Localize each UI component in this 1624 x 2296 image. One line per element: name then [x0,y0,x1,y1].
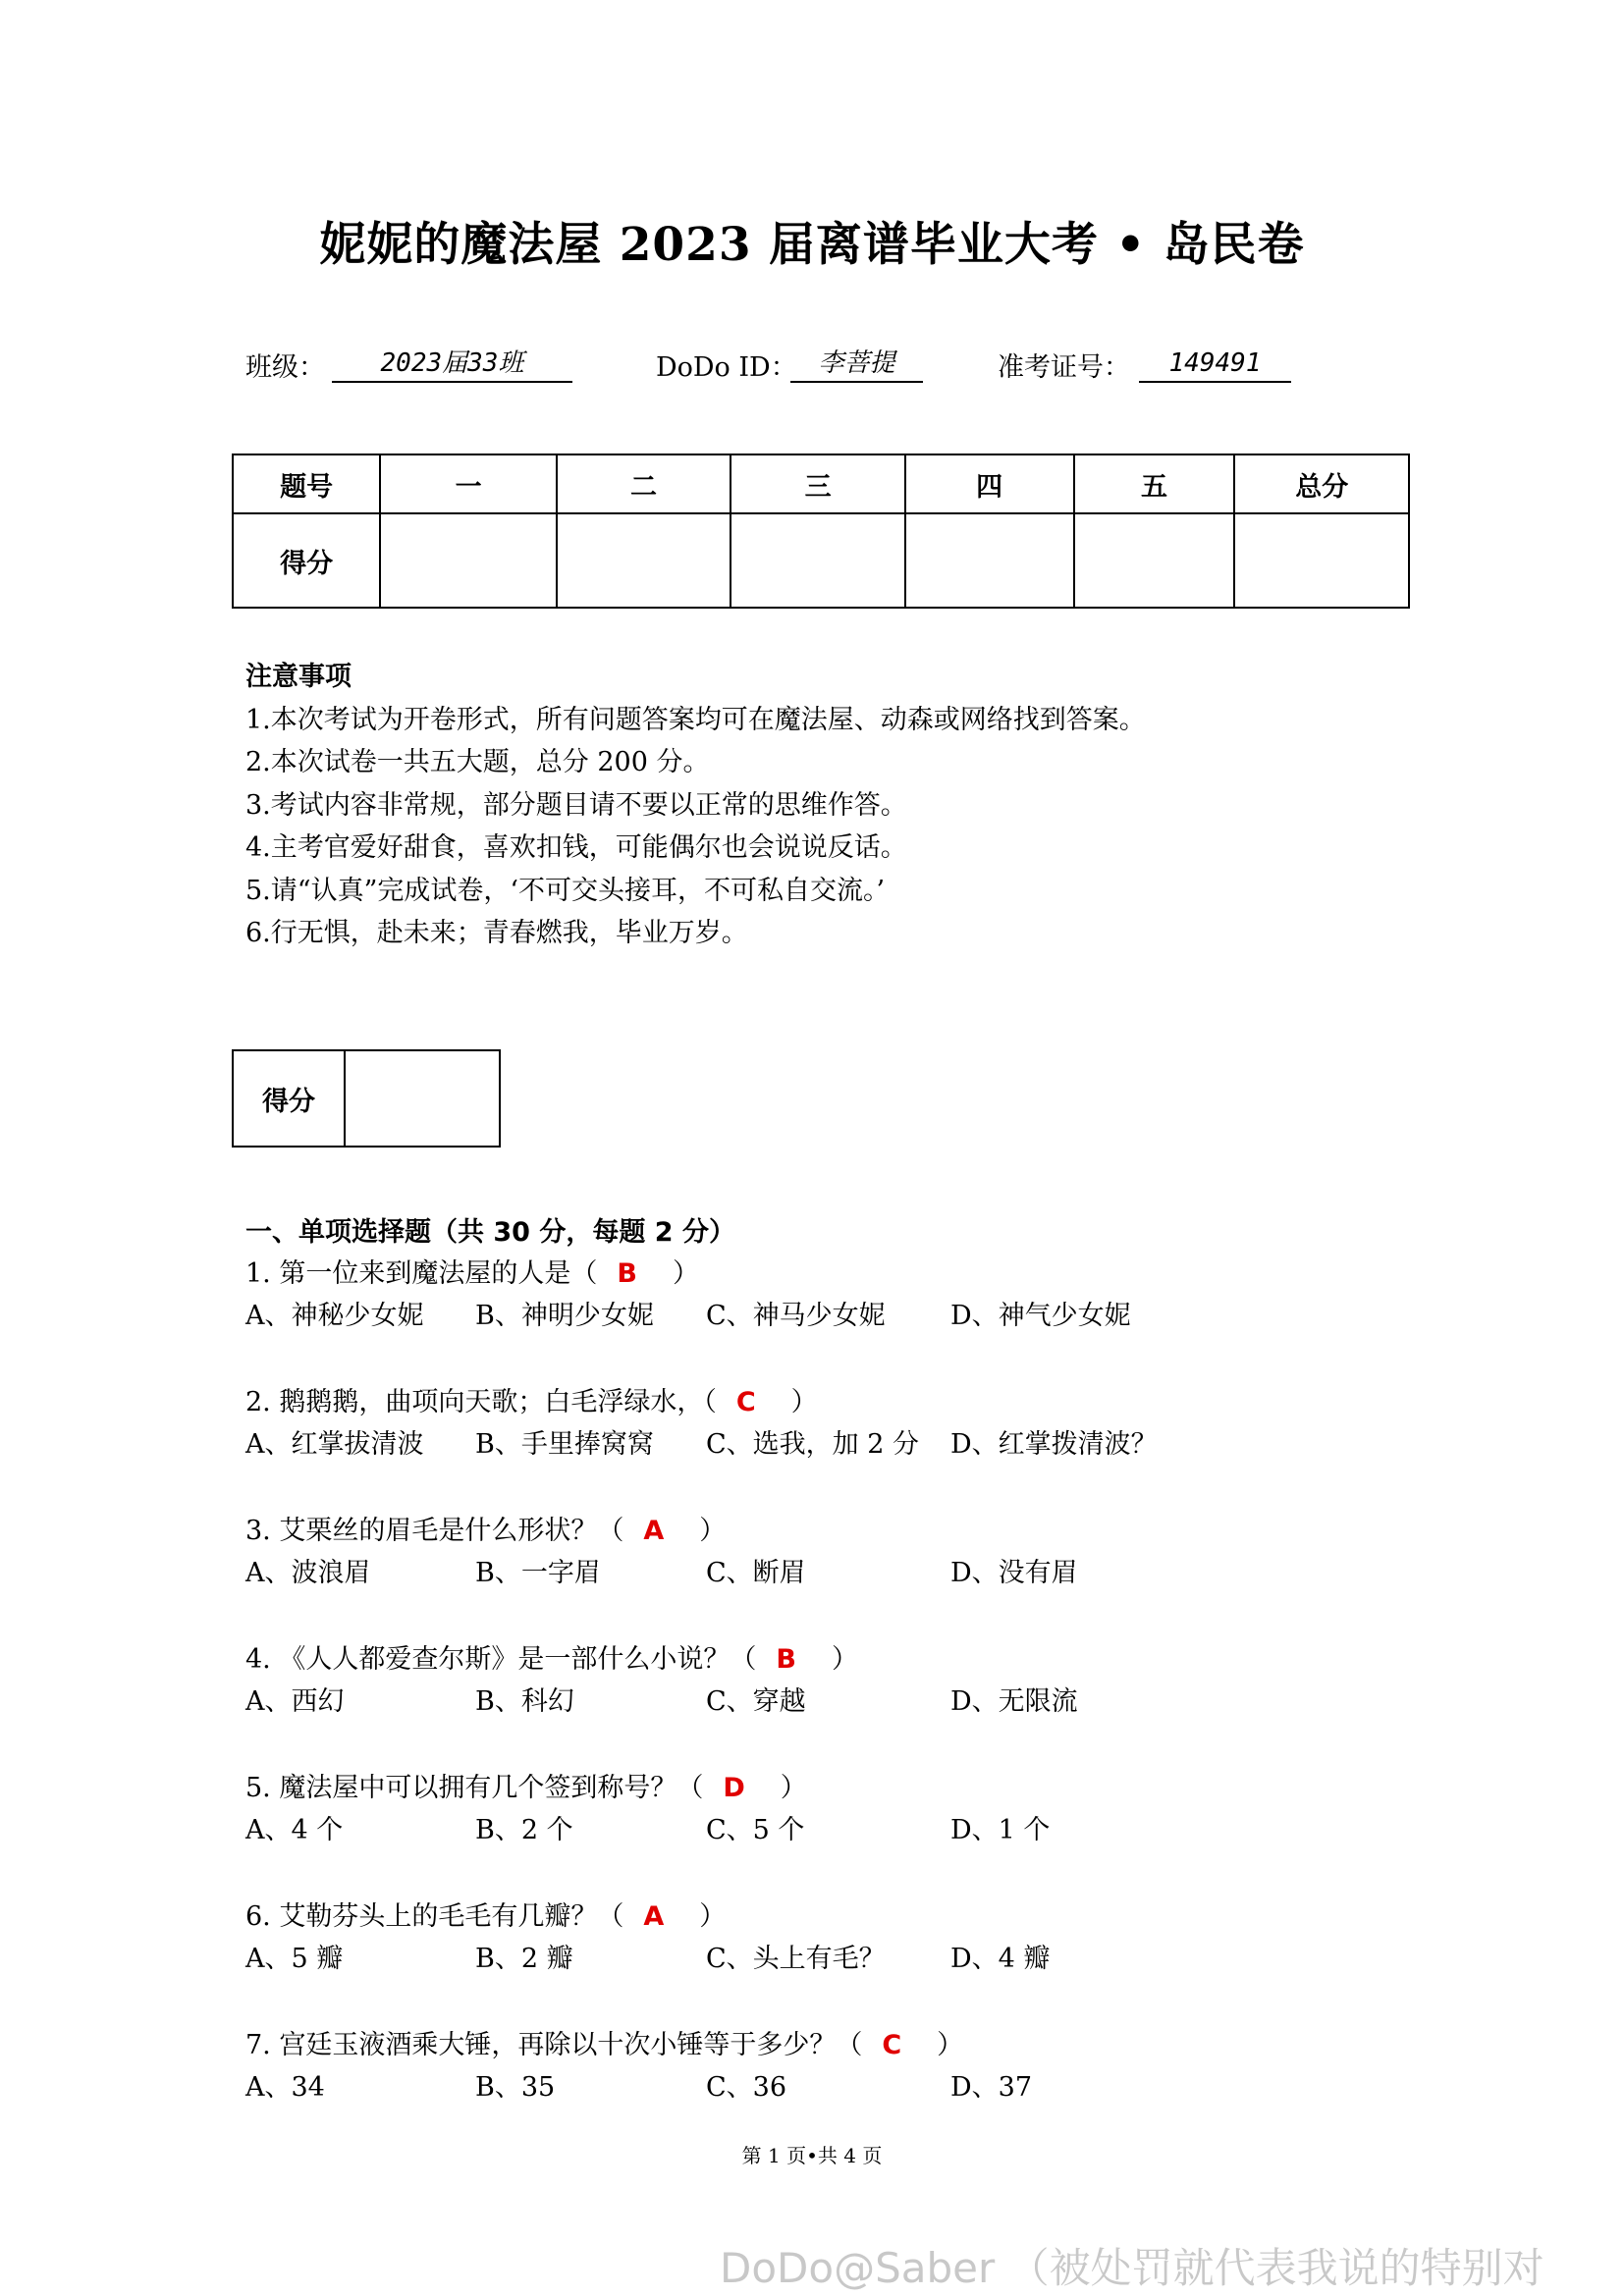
option-c[interactable]: C、5 个 [706,1815,805,1845]
option-b[interactable]: B、2 瓣 [475,1944,573,1974]
answer-mark: B [776,1644,796,1675]
option-b[interactable]: B、神明少女妮 [475,1301,654,1331]
dodo-id-label: DoDo ID： [656,352,797,383]
note-item: 6.行无惧，赴未来；青春燃我，毕业万岁。 [245,918,748,948]
option-d[interactable]: D、无限流 [950,1686,1078,1717]
student-info [0,346,1624,385]
question-item [245,1252,1424,1340]
question-text: 1. 第一位来到魔法屋的人是（ [245,1258,598,1289]
header-cell: 五 [1074,454,1235,513]
exam-title: 妮妮的魔法屋 2023 届离谱毕业大考 • 岛民卷 [319,218,1305,272]
option-b[interactable]: B、35 [475,2072,556,2103]
page-footer: 第 1 页•共 4 页 [741,2144,883,2167]
option-c[interactable]: C、神马少女妮 [706,1301,886,1331]
option-c[interactable]: C、头上有毛？ [706,1944,886,1974]
notes-heading: 注意事项 [245,662,352,692]
option-c[interactable]: C、选我，加 2 分 [706,1429,920,1460]
option-a[interactable]: A、波浪眉 [245,1558,371,1588]
question-item [245,1509,1424,1597]
header-cell: 一 [380,454,556,513]
option-a[interactable]: A、西幻 [245,1686,345,1717]
question-item [245,1766,1424,1854]
class-field[interactable]: 2023届33班 [332,346,572,383]
score-cell[interactable] [557,513,731,608]
header-cell: 二 [557,454,731,513]
option-d[interactable]: D、没有眉 [950,1558,1078,1588]
question-stem [245,1637,858,1676]
question-text: 4. 《人人都爱查尔斯》是一部什么小说？（ [245,1644,757,1675]
question-stem [245,1252,699,1290]
question-close-paren: ） [780,1773,807,1803]
section-score-label: 得分 [234,1051,346,1146]
question-text: 3. 艾栗丝的眉毛是什么形状？（ [245,1516,624,1546]
option-c[interactable]: C、36 [706,2072,787,2103]
exam-number-label: 准考证号： [998,352,1130,383]
header-cell: 三 [731,454,905,513]
answer-mark: A [643,1901,665,1932]
option-a[interactable]: A、4 个 [245,1815,344,1845]
question-text: 5. 魔法屋中可以拥有几个签到称号？（ [245,1773,704,1803]
question-stem [245,1895,726,1933]
note-item: 1.本次考试为开卷形式，所有问题答案均可在魔法屋、动森或网络找到答案。 [245,704,1146,735]
class-label: 班级： [245,352,325,383]
option-b[interactable]: B、2 个 [475,1815,573,1845]
question-stem [245,1380,818,1418]
header-cell: 四 [905,454,1074,513]
note-item: 4.主考官爱好甜食，喜欢扣钱，可能偶尔也会说说反话。 [245,832,907,863]
question-close-paren: ） [937,2030,964,2060]
question-close-paren: ） [831,1644,858,1675]
option-b[interactable]: B、手里捧窝窝 [475,1429,654,1460]
exam-number-field[interactable]: 149491 [1139,346,1291,383]
question-item [245,1380,1424,1468]
option-a[interactable]: A、34 [245,2072,325,2103]
question-text: 7. 宫廷玉液酒乘大锤，再除以十次小锤等于多少？（ [245,2030,863,2060]
score-cell[interactable] [1234,513,1409,608]
answer-mark: B [617,1258,637,1289]
option-d[interactable]: D、1 个 [950,1815,1051,1845]
option-c[interactable]: C、断眉 [706,1558,806,1588]
answer-mark: A [643,1516,665,1546]
option-a[interactable]: A、5 瓣 [245,1944,344,1974]
option-d[interactable]: D、4 瓣 [950,1944,1051,1974]
section-score-box [232,1049,501,1148]
score-table-header-row [233,454,1409,513]
question-item [245,2023,1424,2111]
header-cell: 题号 [233,454,380,513]
note-item: 5.请“认真”完成试卷，‘不可交头接耳，不可私自交流。’ [245,875,886,906]
question-close-paren: ） [790,1387,818,1417]
score-table-score-row [233,513,1409,608]
dodo-id-field[interactable]: 李菩提 [790,346,923,383]
option-b[interactable]: B、一字眉 [475,1558,601,1588]
question-stem [245,1509,726,1547]
score-row-label: 得分 [233,513,380,608]
question-close-paren: ） [672,1258,699,1289]
option-c[interactable]: C、穿越 [706,1686,806,1717]
option-a[interactable]: A、神秘少女妮 [245,1301,424,1331]
option-d[interactable]: D、神气少女妮 [950,1301,1131,1331]
score-cell[interactable] [1074,513,1235,608]
header-cell: 总分 [1234,454,1409,513]
section1-heading: 一、单项选择题（共 30 分，每题 2 分） [245,1217,735,1248]
question-item [245,1895,1424,1983]
note-item: 2.本次试卷一共五大题，总分 200 分。 [245,747,710,777]
question-item [245,1637,1424,1726]
score-cell[interactable] [731,513,905,608]
note-item: 3.考试内容非常规，部分题目请不要以正常的思维作答。 [245,789,907,821]
option-b[interactable]: B、科幻 [475,1686,574,1717]
option-a[interactable]: A、红掌拔清波 [245,1429,424,1460]
answer-mark: C [735,1387,756,1417]
answer-mark: D [723,1773,745,1803]
option-d[interactable]: D、37 [950,2072,1033,2103]
question-close-paren: ） [699,1901,727,1932]
watermark: DoDo@Saber （被处罚就代表我说的特别对 [720,2244,1544,2292]
score-table [232,454,1410,609]
answer-mark: C [882,2030,902,2060]
question-stem [245,2023,963,2061]
score-cell[interactable] [905,513,1074,608]
question-text: 2. 鹅鹅鹅，曲项向天歌；白毛浮绿水，（ [245,1387,717,1417]
option-d[interactable]: D、红掌拨清波？ [950,1429,1158,1460]
notes-section [245,656,1146,955]
score-cell[interactable] [380,513,556,608]
question-stem [245,1766,807,1804]
question-close-paren: ） [699,1516,727,1546]
question-text: 6. 艾勒芬头上的毛毛有几瓣？（ [245,1901,624,1932]
